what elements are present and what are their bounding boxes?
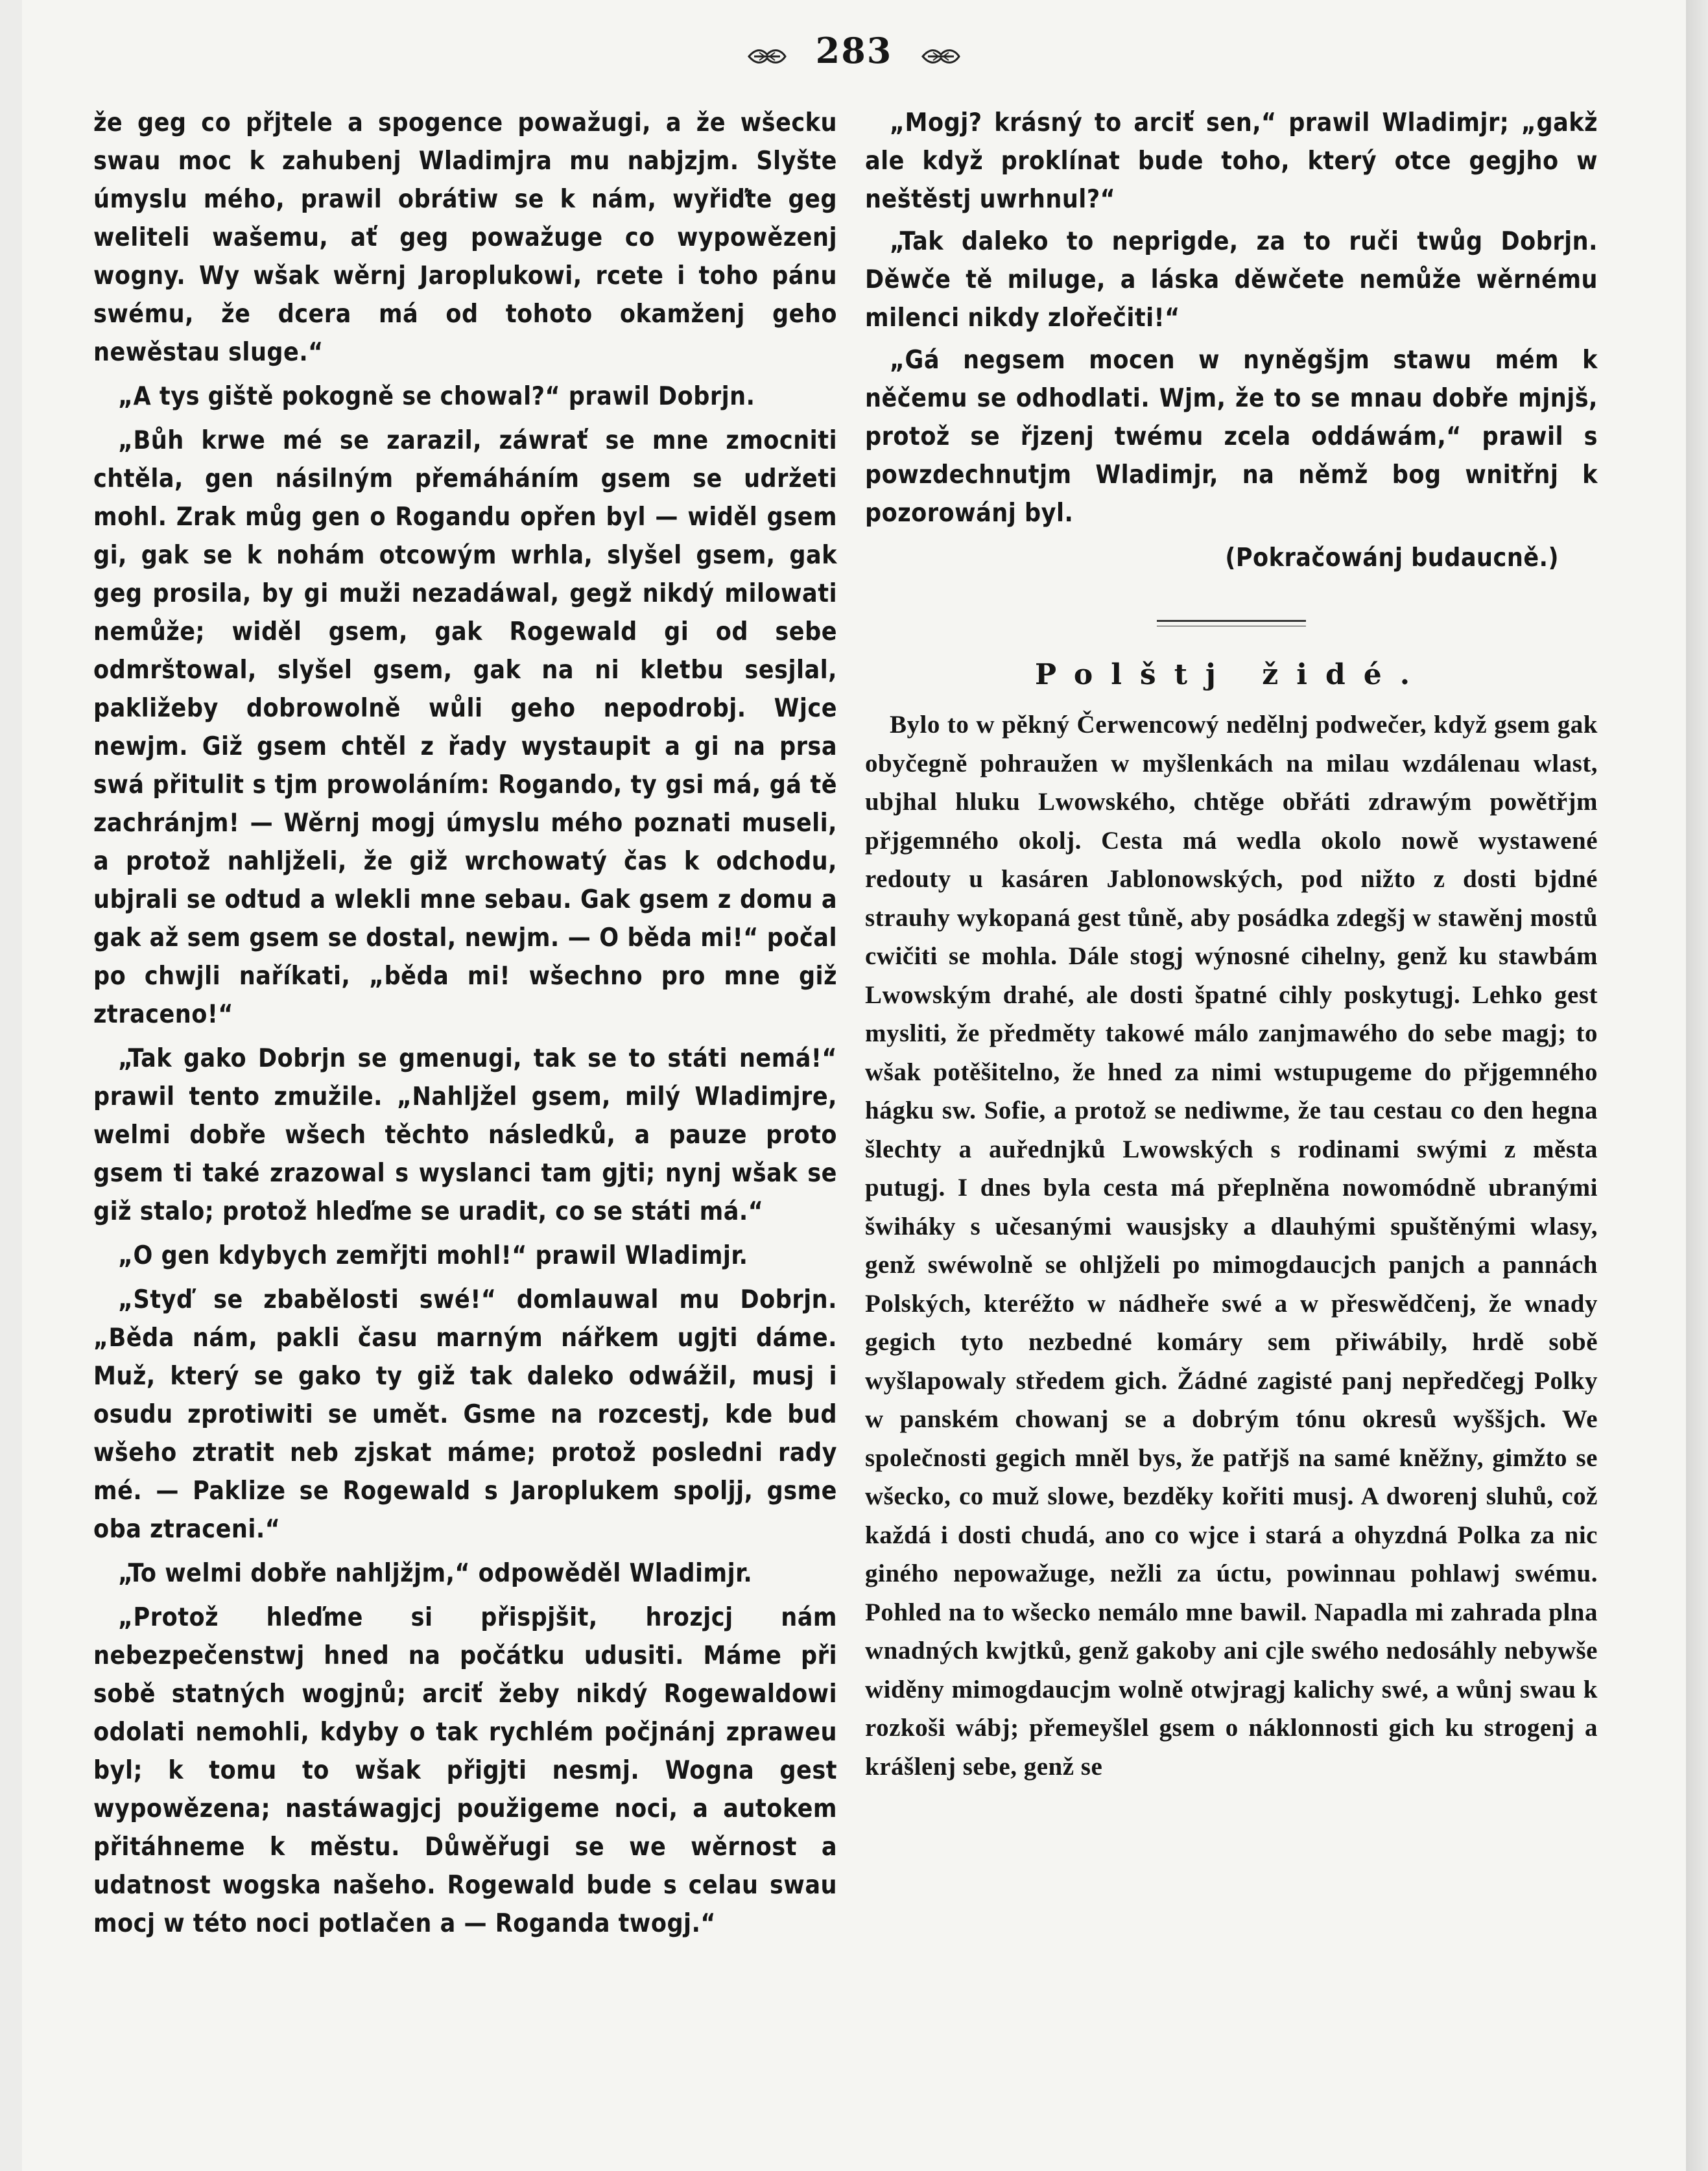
paragraph: že geg co přjtele a spogence powažugi, a že wšecku swau moc k zahubenj Wladimjra mu nabjzjm. Slyšte úmyslu mého, prawil obrátiw se k nám, wyřiďte geg weliteli wašemu, ať geg powažuge co wypowězenj wogny. Wy wšak wěrnj Jaroplukowi, rcete i toho pánu swému, že dcera má od tohoto okamženj geho newěstau sluge.“: [93, 108, 837, 367]
paragraph: „Styď se zbabělosti swé!“ domlauwal mu Dobrjn. „Běda nám, pakli času marným nářkem ugjti dáme. Muž, který se gako ty giž tak daleko odwážil, musj i osudu zprotiwiti se umět. Gsme na rozcestj, kde bud wšeho ztratit neb zjskat máme; protož posledni rady mé. — Paklize se Rogewald s Jaroplukem spoljj, gsme oba ztraceni.“: [93, 1285, 837, 1544]
paragraph: „O gen kdybych zemřjti mohl!“ prawil Wladimjr.: [118, 1241, 748, 1270]
paragraph: „Bůh krwe mé se zarazil, záwrať se mne zmocniti chtěla, gen násilným přemáháním gsem se udržeti mohl. Zrak můg gen o Rogandu opřen byl — widěl gsem gi, gak se k nohám otcowým wrhla, slyšel gsem, gak geg prosila, by gi muži nezadáwal, gegž nikdý milowati nemůže; widěl gsem, gak Rogewald gi od sebe odmrštowal, slyšel gsem, gak na ni kletbu sesjlal, pakližeby dobrowolně wůli geho nepodrobj. Wjce newjm. Giž gsem chtěl z řady wystaupit a gi na prsa swá přitulit s tjm prowoláním: Rogando, ty gsi má, gá tě zachránjm! — Wěrnj mogj úmyslu mého poznati museli, a protož nahljželi, že giž wrchowatý čas k odchodu, ubjrali se odtud a wlekli mne sebau. Gak gsem z domu a gak až sem gsem se dostal, newjm. — O běda mi!“ počal po chwjli naříkati, „běda mi! wšechno pro mne giž ztraceno!“: [93, 426, 837, 1029]
paragraph: „Mogj? krásný to arciť sen,“ prawil Wladimjr; „gakž ale když proklínat bude toho, který otce gegjho w neštěstj uwrhnul?“: [865, 108, 1598, 214]
section-divider: [865, 599, 1598, 637]
left-column: [93, 104, 837, 1949]
paragraph: Bylo to w pěkný Čerwencowý nedělnj podwečer, když gsem gak obyčegně pohraužen w myšlenkách na milau wzdálenau wlast, ubjhal hluku Lwowského, chtěge obřáti zdrawým powětřjm přjgemného okolj. Cesta má wedla okolo nowě wystawené redouty u kasáren Jablonowských, pod nižto z dosti bjdné strauhy wykopaná gest tůně, aby posádka zdegšj w stawěnj mostů cwičiti se mohla. Dále stogj wýnosné cihelny, genž ku stawbám Lwowským drahé, ale dosti špatné cihly poskytugj. Lehko gest mysliti, že předměty takowé málo zanjmawého do sebe magj; to wšak potěšitelno, že hned za nimi wstupugeme do přjgemného hágku sw. Sofie, a protož se nediwme, že tau cestau co den hegna šlechty a auřednjků Lwowských s rodinami swými z města putugj. I dnes byla cesta má přeplněna nowomódně ubranými šwiháky s učesanými wausjsky a dlauhými spuštěnými wlasy, genž swéwolně se ohljželi po mimogdaucjch panjch a pannách Polských, kteréžto w nádheře swé a w přeswědčenj, že wnady gegich tyto nezbedné komáry sem přiwábily, hrdě sobě wyšlapowaly středem gich. Žádné zagisté panj nepředčegj Polky w panském chowanj se a dobrým tónu okresů wyššjch. We společnosti gegich mněl bys, že patřjš na samé kněžny, gimžto se wšecko, co muž slowe, bezděky kořiti musj. A dworenj sluhů, což každá i dosti chudá, ano co wjce i stará a ohyzdná Polka za nic giného nepowažuge, nežli za úctu, powinnau pohlawj swému. Pohled na to wšecko nemálo mne bawil. Napadla mi zahrada plna wnadných kwjtků, genž gakoby ani cjle swého nedosáhly nebywše widěny mimogdaucjm wolně otwjragj kalichy swé, a wůnj swau k rozkoši wábj; přemeyšlel gsem o náklonnosti gich ku strogenj a krášlenj sebe, genž se: [865, 711, 1598, 1781]
paragraph: „A tys giště pokogně se chowal?“ prawil Dobrjn.: [118, 382, 755, 411]
paragraph: „Tak daleko to neprigde, za to ruči twůg Dobrjn. Děwče tě miluge, a láska děwčete nemůže wěrnému milenci nikdy zlořečiti!“: [865, 227, 1598, 333]
page-number: 283: [815, 30, 893, 71]
right-column: [865, 104, 1598, 1786]
left-ornament-icon: [748, 33, 787, 75]
paragraph: „Protož hleďme si přispjšit, hrozjcj nám nebezpečenstwj hned na počátku udusiti. Máme při sobě statných wogjnů; arciť žeby nikdý Rogewaldowi odolati nemohli, kdyby o tak rychlém počjnánj zpraweu byl; k tomu to wšak přigjti nesmj. Wogna gest wypowězena; nastáwagjcj použigeme noci, a autokem přitáhneme k městu. Důwěřugi se we wěrnost a udatnost wogska našeho. Rogewald bude s celau swau mocj w této noci potlačen a — Roganda twogj.“: [93, 1603, 837, 1938]
page-edge: [1686, 0, 1708, 2171]
newspaper-page: [22, 0, 1686, 2171]
continued-note: (Pokračowánj budaucně.): [1225, 543, 1559, 573]
page-header: [22, 30, 1686, 75]
paragraph: „Tak gako Dobrjn se gmenugi, tak se to státi nemá!“ prawil tento zmužile. „Nahljžel gsem, milý Wladimjre, welmi dobře wšech těchto následků, a pauze proto gsem ti také zrazowal s wyslanci tam gjti; nynj wšak se giž stalo; protož hleďme se uradit, co se státi má.“: [93, 1044, 837, 1226]
right-ornament-icon: [921, 33, 960, 75]
article-title: Polštj židé.: [1034, 658, 1429, 691]
paragraph: „Gá negsem mocen w nyněgšjm stawu mém k něčemu se odhodlati. Wjm, že to se mnau dobře mjnjš, protož se řjzenj twému zcela oddáwám,“ prawil s powzdechnutjm Wladimjr, na němž bog wnitřnj k pozorowánj byl.: [865, 346, 1598, 528]
paragraph: „To welmi dobře nahljžjm,“ odpowěděl Wladimjr.: [118, 1559, 753, 1588]
article-body: [865, 706, 1598, 1786]
